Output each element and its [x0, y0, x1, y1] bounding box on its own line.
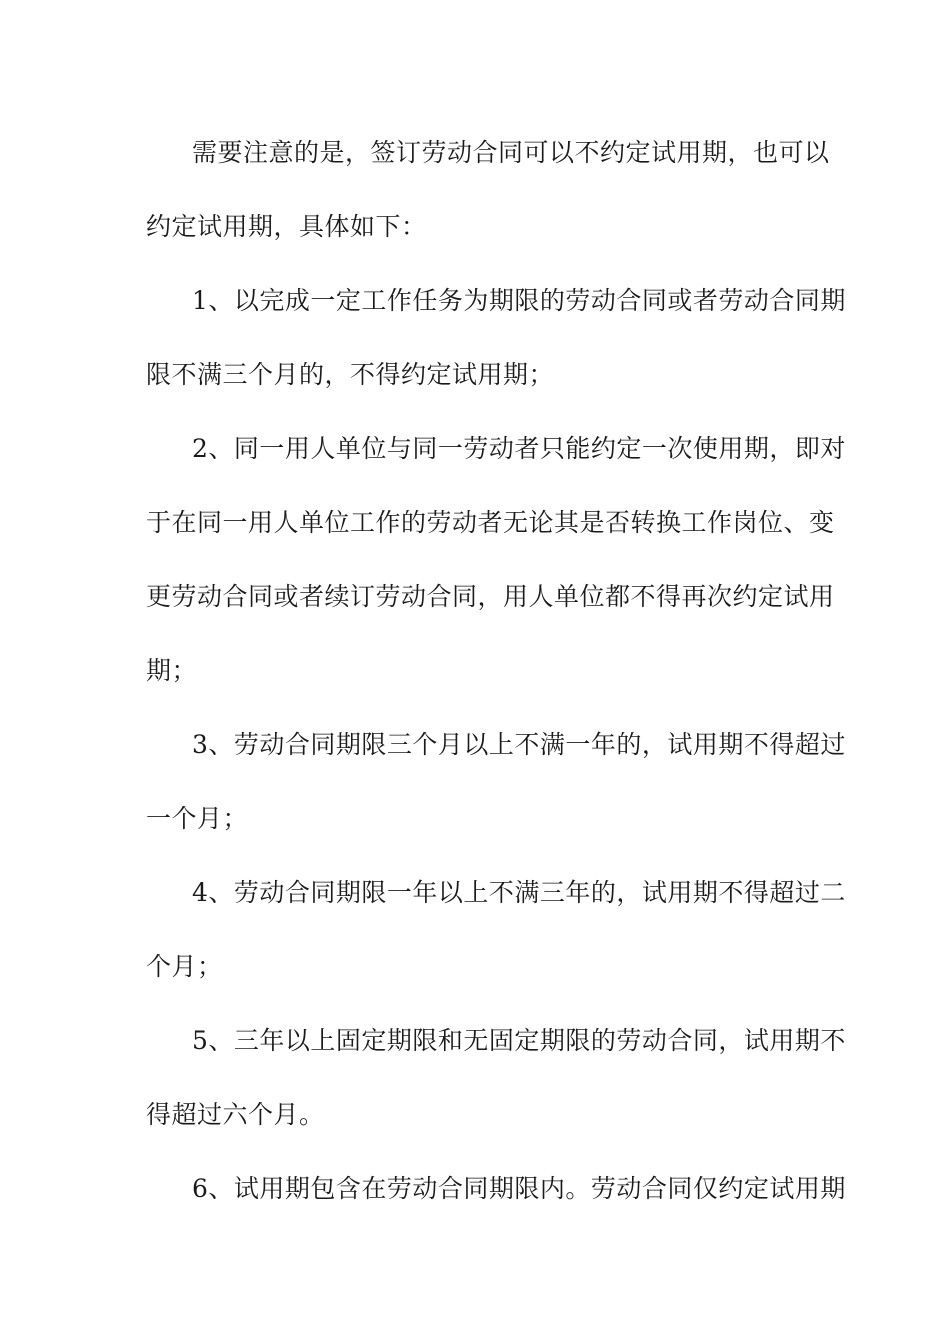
- paragraph-line: 6、试用期包含在劳动合同期限内。劳动合同仅约定试用期: [192, 1174, 846, 1203]
- paragraph-line: 2、同一用人单位与同一劳动者只能约定一次使用期，即对: [192, 434, 846, 463]
- paragraph-line: 个月；: [146, 952, 223, 981]
- paragraph-line: 约定试用期，具体如下：: [146, 212, 427, 241]
- paragraph-line: 于在同一用人单位工作的劳动者无论其是否转换工作岗位、变: [146, 508, 835, 537]
- paragraph-line: 5、三年以上固定期限和无固定期限的劳动合同，试用期不: [192, 1026, 846, 1055]
- paragraph-line: 得超过六个月。: [146, 1100, 325, 1129]
- paragraph-line: 限不满三个月的，不得约定试用期；: [146, 360, 555, 389]
- paragraph-line: 一个月；: [146, 804, 249, 833]
- paragraph-line: 更劳动合同或者续订劳动合同，用人单位都不得再次约定试用: [146, 582, 835, 611]
- paragraph-line: 期；: [146, 656, 198, 685]
- paragraph-line: 1、以完成一定工作任务为期限的劳动合同或者劳动合同期: [192, 286, 846, 315]
- paragraph-line: 4、劳动合同期限一年以上不满三年的，试用期不得超过二: [192, 878, 846, 907]
- paragraph-line: 需要注意的是，签订劳动合同可以不约定试用期，也可以: [192, 138, 830, 167]
- paragraph-line: 3、劳动合同期限三个月以上不满一年的，试用期不得超过: [192, 730, 846, 759]
